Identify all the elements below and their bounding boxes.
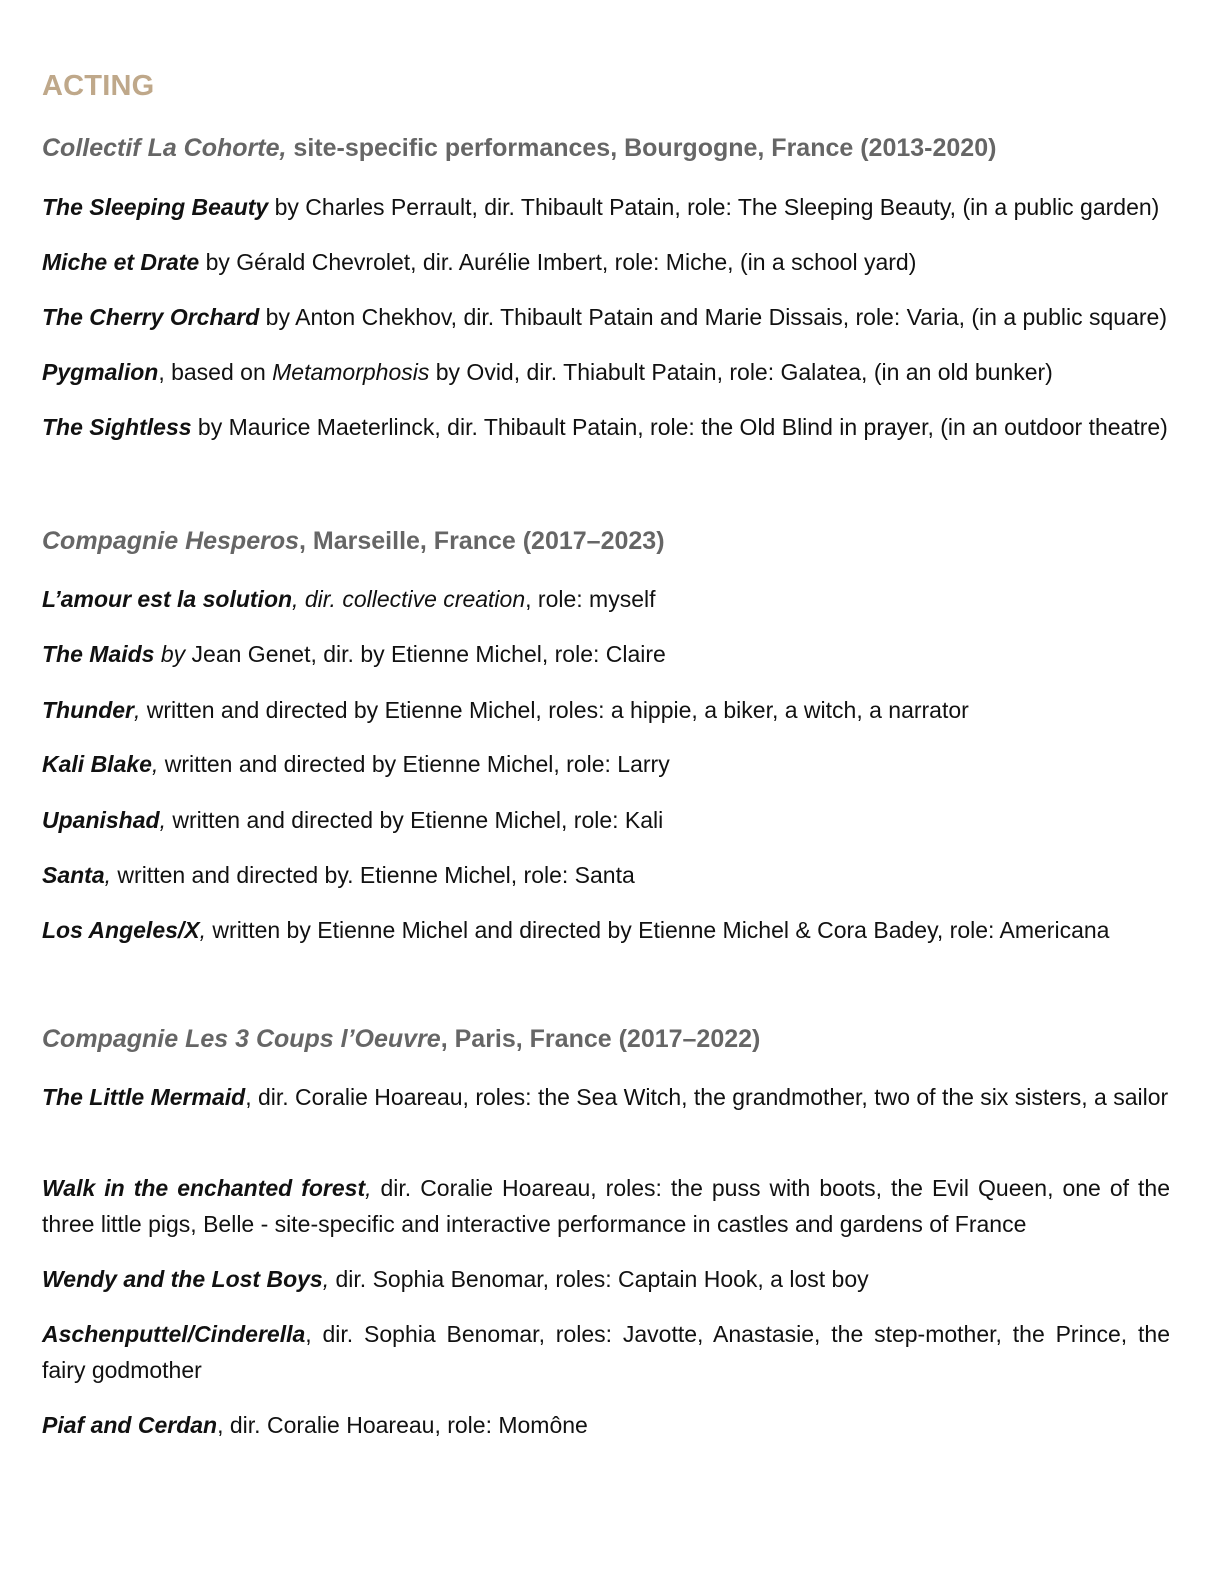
production-title: Miche et Drate (42, 249, 200, 275)
list-item (42, 244, 1170, 280)
list-item (42, 912, 1170, 948)
production-details: written and directed by Etienne Michel, role: Larry (158, 751, 670, 777)
production-title: Kali Blake (42, 751, 152, 777)
list-item (42, 354, 1170, 390)
production-details: by Charles Perrault, dir. Thibault Patain, role: The Sleeping Beauty, (in a public garden) (268, 194, 1160, 220)
production-title: Upanishad (42, 807, 160, 833)
production-connector: , (199, 917, 207, 943)
production-details: by Ovid, dir. Thiabult Patain, role: Galatea, (in an old bunker) (429, 359, 1053, 385)
production-title: Piaf and Cerdan (42, 1412, 218, 1438)
production-details: , role: myself (525, 586, 656, 612)
production-connector: , (104, 862, 112, 888)
production-details: , dir. Sophia Benomar, roles: Javotte, Anastasie, the step-mother, the Prince, the fairy godmother (42, 1321, 1170, 1383)
company-name: Compagnie Les 3 Coups l’Oeuvre (42, 1025, 441, 1053)
production-title: Pygmalion (42, 359, 159, 385)
list-item (42, 692, 1170, 728)
production-title: Santa (42, 862, 105, 888)
production-details: Jean Genet, dir. by Etienne Michel, role: Claire (185, 641, 666, 667)
company-heading (42, 134, 1170, 163)
production-title: Wendy and the Lost Boys (42, 1266, 323, 1292)
list-item (42, 189, 1170, 225)
production-connector: , (159, 807, 166, 833)
production-connector: by (154, 641, 186, 667)
list-item (42, 1079, 1170, 1115)
production-title: The Little Mermaid (42, 1084, 246, 1110)
list-item (42, 1170, 1170, 1242)
list-item (42, 581, 1170, 617)
production-title: The Cherry Orchard (42, 304, 260, 330)
production-title: L’amour est la solution (42, 586, 293, 612)
production-details: written and directed by. Etienne Michel, role: Santa (111, 862, 635, 888)
production-details: by Maurice Maeterlinck, dir. Thibault Patain, role: the Old Blind in prayer, (in an outdoor theatre) (191, 414, 1168, 440)
company-details: , Marseille, France (2017–2023) (299, 527, 665, 555)
company-name: Collectif La Cohorte, (42, 134, 287, 162)
production-details: written and directed by Etienne Michel, role: Kali (165, 807, 664, 833)
production-connector: , (134, 697, 141, 723)
production-details: , dir. Coralie Hoareau, role: Momône (217, 1412, 588, 1438)
company-details: site-specific performances, Bourgogne, France (2013-2020) (286, 134, 997, 162)
production-director: , dir. collective creation (292, 586, 526, 612)
list-item (42, 636, 1170, 672)
company-name: Compagnie Hesperos (42, 527, 300, 555)
list-item (42, 1261, 1170, 1297)
production-title: The Sleeping Beauty (42, 194, 269, 220)
production-title: Aschenputtel/Cinderella (42, 1321, 306, 1347)
list-item (42, 1407, 1170, 1443)
production-connector: , (322, 1266, 330, 1292)
production-connector: , (365, 1175, 372, 1201)
company-heading (42, 1025, 1170, 1054)
company-heading (42, 527, 1170, 556)
production-title: Thunder (42, 697, 134, 723)
list-item (42, 746, 1170, 782)
list-item (42, 409, 1170, 445)
production-details: by Anton Chekhov, dir. Thibault Patain and Marie Dissais, role: Varia, (in a public square) (259, 304, 1167, 330)
production-title: Los Angeles/X (42, 917, 200, 943)
production-details: , dir. Coralie Hoareau, roles: the Sea Witch, the grandmother, two of the six sisters, a sailor (245, 1084, 1169, 1110)
production-connector: , (151, 751, 159, 777)
production-title: Walk in the enchanted forest (42, 1175, 366, 1201)
production-title: The Maids (42, 641, 155, 667)
production-details: written and directed by Etienne Michel, roles: a hippie, a biker, a witch, a narrator (140, 697, 969, 723)
production-title: The Sightless (42, 414, 192, 440)
list-item (42, 857, 1170, 893)
production-details: written by Etienne Michel and directed by Etienne Michel & Cora Badey, role: Americana (206, 917, 1110, 943)
list-item (42, 802, 1170, 838)
section-heading: ACTING (42, 70, 155, 102)
company-details: , Paris, France (2017–2022) (440, 1025, 761, 1053)
production-details: dir. Sophia Benomar, roles: Captain Hook, a lost boy (329, 1266, 869, 1292)
production-details: dir. Coralie Hoareau, roles: the puss with boots, the Evil Queen, one of the three little pigs, Belle - site-specific and interactive performance in castles and gardens of France (42, 1175, 1170, 1237)
production-details: , based on (158, 359, 273, 385)
source-work-title: Metamorphosis (272, 359, 430, 385)
list-item (42, 299, 1170, 335)
list-item (42, 1316, 1170, 1388)
production-details: by Gérald Chevrolet, dir. Aurélie Imbert, role: Miche, (in a school yard) (199, 249, 917, 275)
